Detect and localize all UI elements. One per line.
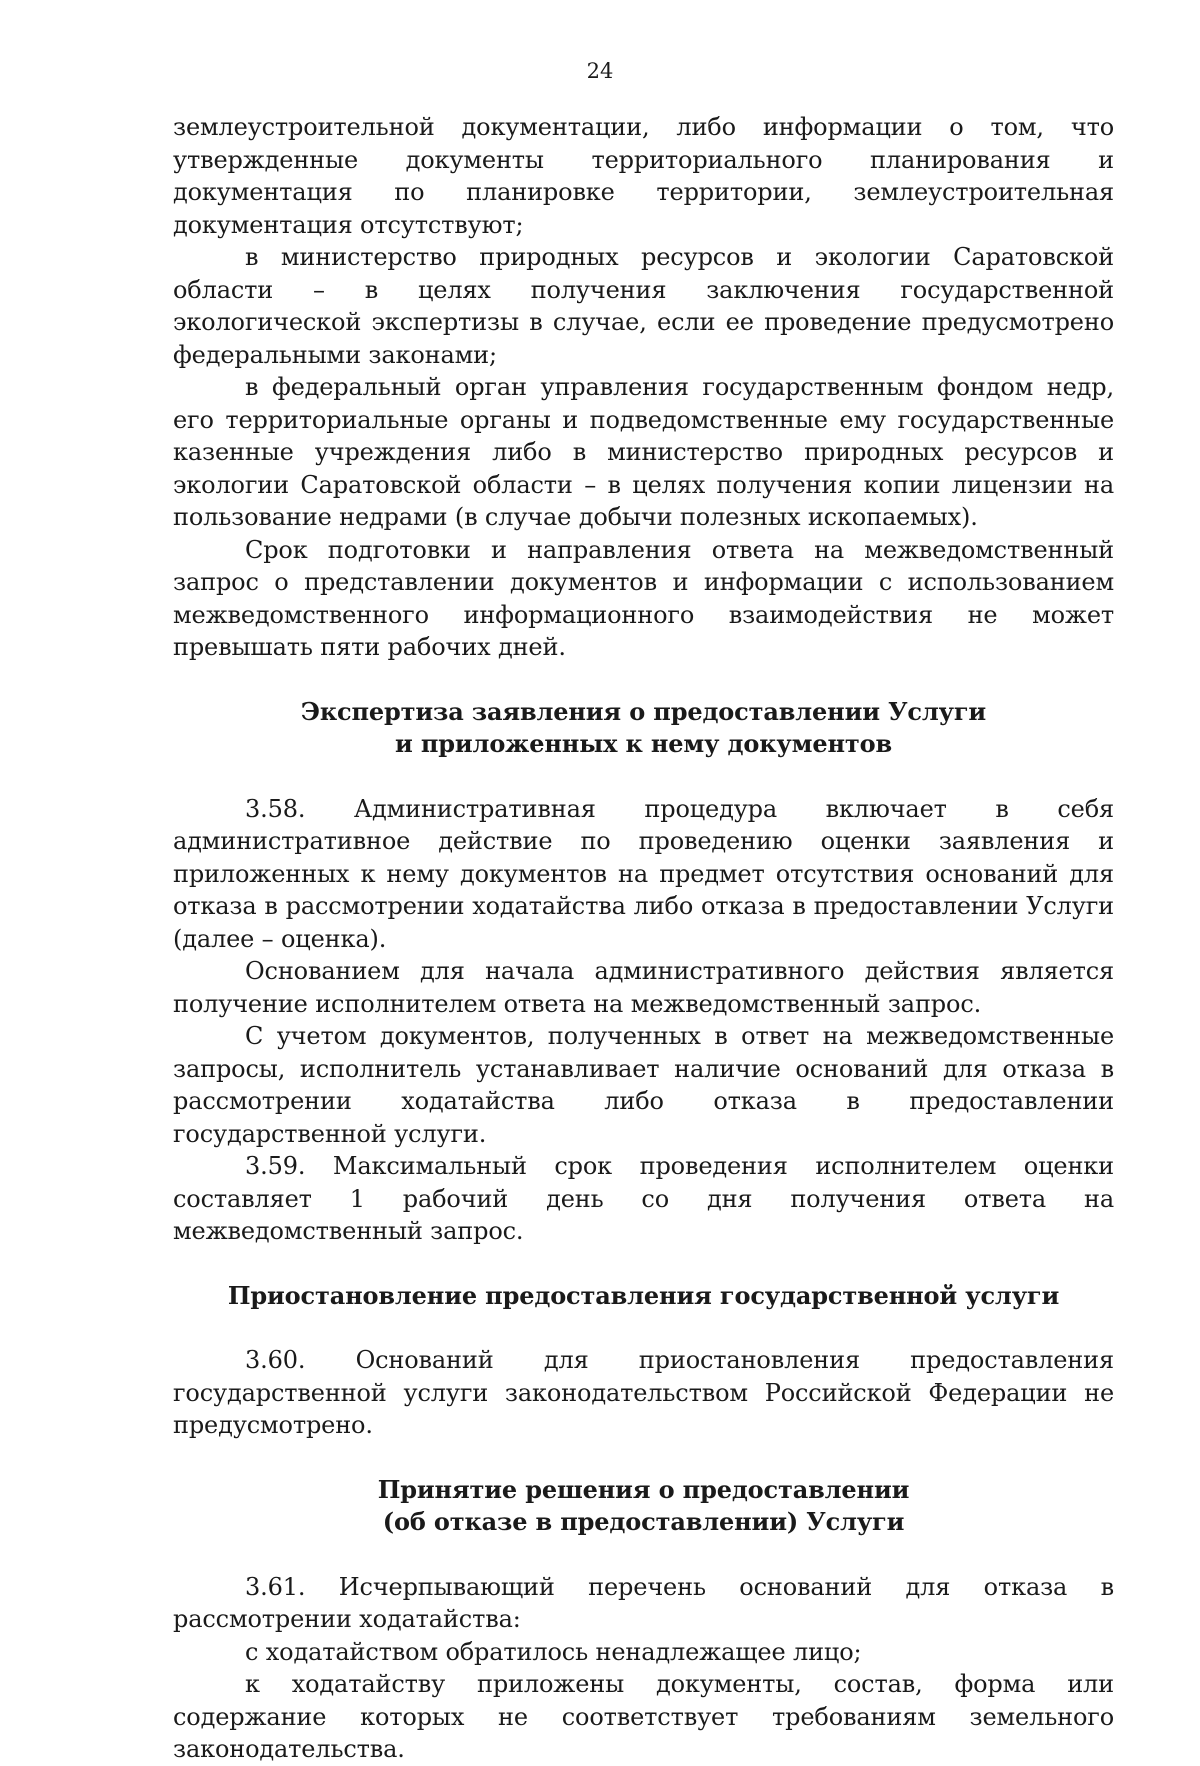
paragraph: С учетом документов, полученных в ответ на межведомственные запросы, исполнитель устанавливает наличие оснований для отказа в рассмотрении ходатайства либо отказа в предоставлении государственной услуги.	[173, 1022, 1114, 1148]
section-heading-expertise	[173, 696, 1114, 761]
section-heading-suspension	[173, 1280, 1114, 1313]
paragraph: к ходатайству приложены документы, состав, форма или содержание которых не соответствует требованиям земельного законодательства.	[173, 1670, 1114, 1763]
heading-line: Приостановление предоставления государственной услуги	[227, 1280, 1060, 1310]
paragraph: 3.60. Оснований для приостановления предоставления государственной услуги законодательством Российской Федерации не предусмотрено.	[173, 1346, 1114, 1439]
document-body	[173, 111, 1114, 1766]
paragraph: в министерство природных ресурсов и экологии Саратовской области – в целях получения заключения государственной экологической экспертизы в случае, если ее проведение предусмотрено федеральными законами;	[173, 243, 1114, 369]
paragraph: с ходатайством обратилось ненадлежащее лицо;	[245, 1637, 862, 1666]
section-heading-decision	[173, 1474, 1114, 1539]
paragraph: 3.58. Административная процедура включает в себя административное действие по проведению оценки заявления и приложенных к нему документов на предмет отсутствия оснований для отказа в рассмотрении ходатайства либо отказа в предоставлении Услуги (далее – оценка).	[173, 794, 1114, 953]
paragraph: в федеральный орган управления государственным фондом недр, его территориальные органы и подведомственные ему государственные казенные учреждения либо в министерство природных ресурсов и экологии Саратовской области – в целях получения копии лицензии на пользование недрами (в случае добычи полезных ископаемых).	[173, 373, 1114, 531]
paragraph: Основанием для начала административного действия является получение исполнителем ответа на межведомственный запрос.	[173, 957, 1114, 1018]
paragraph: Срок подготовки и направления ответа на межведомственный запрос о представлении документов и информации с использованием межведомственного информационного взаимодействия не может превышать пяти рабочих дней.	[173, 535, 1114, 661]
heading-line: и приложенных к нему документов	[395, 729, 892, 758]
page-number: 24	[586, 59, 614, 83]
heading-line: (об отказе в предоставлении) Услуги	[382, 1507, 905, 1536]
paragraph: 3.59. Максимальный срок проведения исполнителем оценки составляет 1 рабочий день со дня получения ответа на межведомственный запрос.	[173, 1152, 1114, 1245]
paragraph: землеустроительной документации, либо информации о том, что утвержденные документы территориального планирования и документация по планировке территории, землеустроительная документация отсутствуют;	[173, 113, 1114, 239]
heading-line: Экспертиза заявления о предоставлении Услуги	[300, 696, 987, 726]
heading-line: Принятие решения о предоставлении	[377, 1474, 910, 1504]
paragraph: 3.61. Исчерпывающий перечень оснований для отказа в рассмотрении ходатайства:	[173, 1572, 1114, 1633]
